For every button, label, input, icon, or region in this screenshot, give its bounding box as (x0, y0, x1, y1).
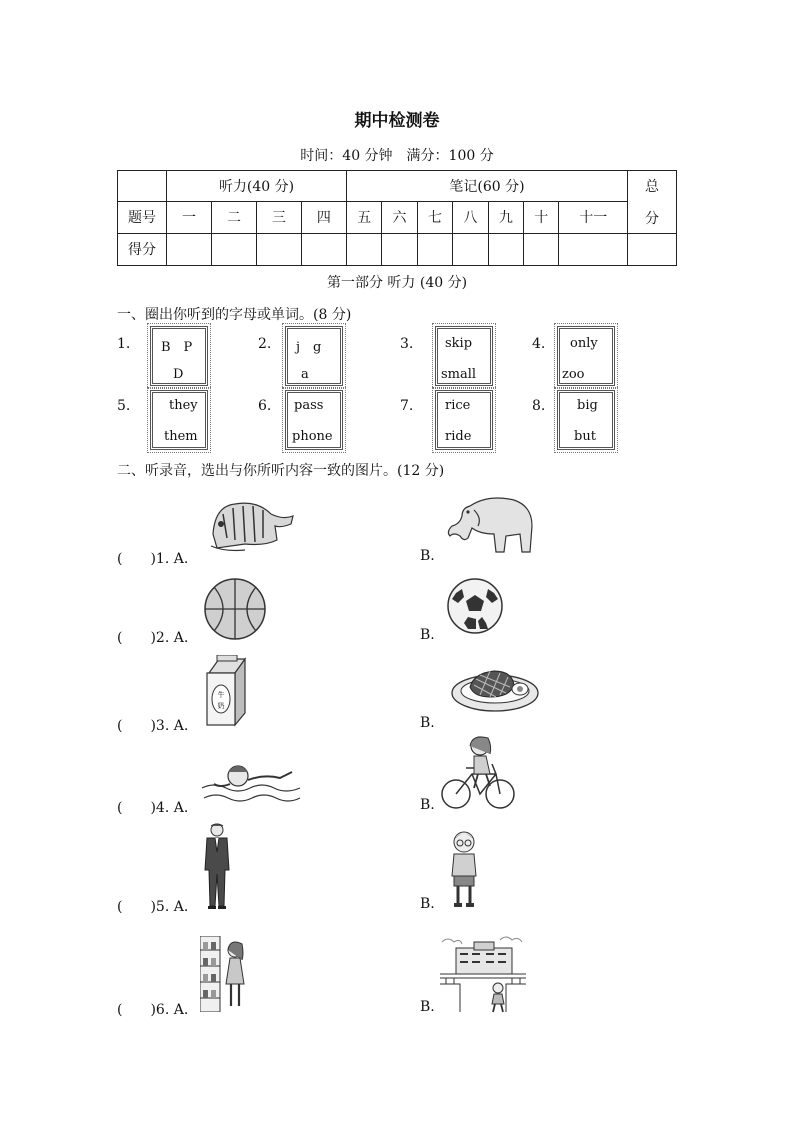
row-label-number: 题号 (118, 202, 167, 233)
section2-heading: 二、听录音，选出与你所听内容一致的图片。(12 分) (117, 463, 445, 479)
word-frame-2[interactable] (285, 326, 343, 386)
item-number: 6. (258, 398, 272, 414)
choice-top[interactable]: j g (296, 340, 322, 355)
score-cell[interactable] (346, 233, 381, 265)
col-header: 六 (382, 202, 417, 233)
option-b-label: B. (420, 896, 435, 912)
listening-header: 听力(40 分) (167, 171, 347, 202)
item-number: 2. (258, 336, 272, 352)
col-header: 十一 (559, 202, 628, 233)
score-cell[interactable] (628, 233, 677, 265)
word-frame-5[interactable] (150, 390, 208, 450)
col-header: 七 (417, 202, 452, 233)
elephant-icon (440, 492, 536, 556)
item-number: 8. (532, 398, 546, 414)
choice-top[interactable]: big (577, 398, 598, 413)
page-title: 期中检测卷 (354, 111, 440, 131)
choice-top[interactable]: skip (445, 336, 473, 351)
word-frame-4[interactable] (557, 326, 615, 386)
score-table (117, 170, 677, 266)
col-header: 五 (346, 202, 381, 233)
word-frame-3[interactable] (435, 326, 493, 386)
answer-slot-6[interactable]: ( )6. A. (117, 1002, 189, 1018)
writing-header: 笔记(60 分) (346, 171, 627, 202)
choice-bottom[interactable]: them (164, 429, 198, 444)
option-b-label: B. (420, 999, 435, 1015)
col-header: 十 (524, 202, 559, 233)
option-b-label: B. (420, 627, 435, 643)
steak-plate-icon (450, 663, 540, 715)
score-cell[interactable] (382, 233, 417, 265)
answer-slot-4[interactable]: ( )4. A. (117, 800, 189, 816)
choice-bottom[interactable]: but (574, 429, 596, 444)
choice-bottom[interactable]: D (173, 367, 184, 382)
total-header: 总 分 (628, 171, 677, 234)
choice-bottom[interactable]: phone (292, 429, 333, 444)
option-b-label: B. (420, 797, 435, 813)
blank-cell (118, 171, 167, 202)
man-in-suit-icon (200, 822, 234, 910)
part1-heading: 第一部分 听力 (40 分) (326, 275, 468, 291)
answer-slot-1[interactable]: ( )1. A. (117, 551, 189, 567)
row-label-score: 得分 (118, 233, 167, 265)
swimming-boy-icon (200, 758, 302, 806)
answer-slot-5[interactable]: ( )5. A. (117, 899, 189, 915)
choice-top[interactable]: pass (294, 398, 324, 413)
score-cell[interactable] (256, 233, 301, 265)
col-header: 二 (211, 202, 256, 233)
choice-bottom[interactable]: ride (445, 429, 472, 444)
score-cell[interactable] (488, 233, 523, 265)
choice-top[interactable]: rice (445, 398, 471, 413)
score-cell[interactable] (559, 233, 628, 265)
col-header: 四 (301, 202, 346, 233)
score-cell[interactable] (453, 233, 488, 265)
item-number: 4. (532, 336, 546, 352)
option-b-label: B. (420, 548, 435, 564)
basketball-icon (202, 577, 268, 641)
score-cell[interactable] (211, 233, 256, 265)
word-frame-6[interactable] (285, 390, 343, 450)
score-cell[interactable] (417, 233, 452, 265)
col-header: 八 (453, 202, 488, 233)
milk-label-1: 牛 (217, 691, 225, 699)
score-cell[interactable] (524, 233, 559, 265)
exam-info: 时间：40 分钟 满分：100 分 (300, 148, 494, 164)
choice-top[interactable]: only (570, 336, 598, 351)
football-icon (446, 577, 504, 635)
score-cell[interactable] (301, 233, 346, 265)
choice-bottom[interactable]: small (441, 367, 477, 382)
answer-slot-3[interactable]: ( )3. A. (117, 718, 189, 734)
col-header: 三 (256, 202, 301, 233)
choice-bottom[interactable]: zoo (562, 367, 585, 382)
school-building-icon (440, 934, 526, 1014)
option-b-label: B. (420, 715, 435, 731)
choice-top[interactable]: they (169, 398, 198, 413)
item-number: 5. (117, 398, 131, 414)
word-frame-1[interactable] (150, 326, 208, 386)
milk-label-2: 奶 (217, 702, 225, 710)
score-cell[interactable] (167, 233, 212, 265)
item-number: 7. (400, 398, 414, 414)
item-number: 1. (117, 336, 131, 352)
girl-riding-bike-icon (440, 734, 516, 812)
word-frame-8[interactable] (557, 390, 615, 450)
col-header: 一 (167, 202, 212, 233)
col-header: 九 (488, 202, 523, 233)
word-frame-7[interactable] (435, 390, 493, 450)
tiger-icon (205, 494, 297, 556)
choice-bottom[interactable]: a (301, 367, 309, 382)
choice-top[interactable]: B P (161, 340, 193, 355)
supermarket-girl-icon (200, 936, 250, 1012)
boy-with-glasses-icon (446, 830, 482, 910)
answer-slot-2[interactable]: ( )2. A. (117, 630, 189, 646)
section1-heading: 一、圈出你听到的字母或单词。(8 分) (117, 307, 352, 323)
milk-carton-icon (203, 655, 249, 727)
item-number: 3. (400, 336, 414, 352)
